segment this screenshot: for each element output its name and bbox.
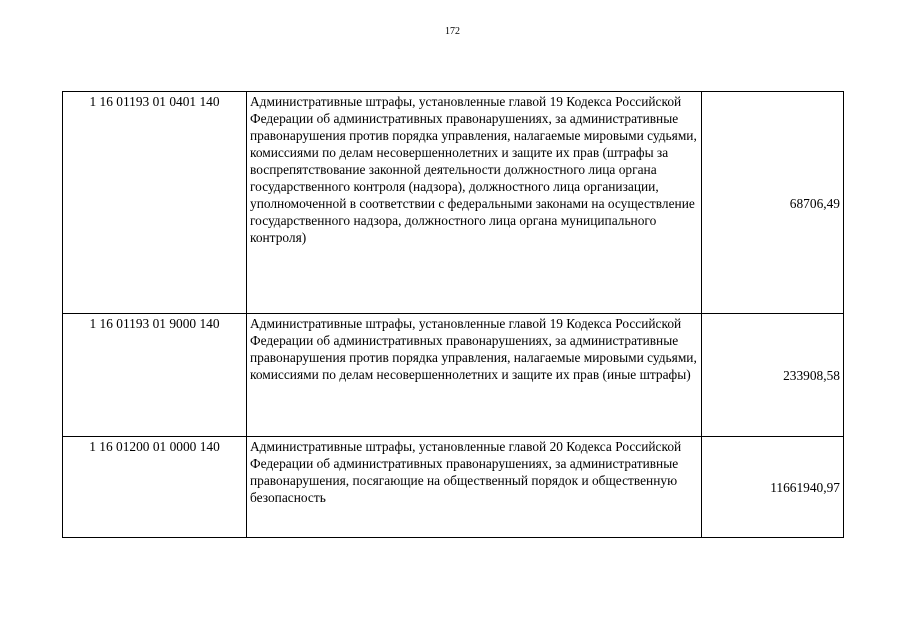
page-number: 172 xyxy=(445,26,460,37)
table-row xyxy=(63,92,844,314)
amount-cell: 233908,58 xyxy=(702,314,844,437)
revenue-table xyxy=(62,91,844,538)
amount-cell: 11661940,97 xyxy=(702,437,844,538)
budget-code-cell: 1 16 01193 01 9000 140 xyxy=(63,314,247,437)
description-cell: Административные штрафы, установленные главой 19 Кодекса Российской Федерации об административных правонарушениях, за административные правонарушения против порядка управления, налагаемые мировыми судьями, комиссиями по делам несовершеннолетних и защите их прав (штрафы за воспрепятствование законной деятельности должностного лица органа государственного контроля (надзора), должностного лица организации, уполномоченной в соответствии с федеральными законами на осуществление государственного надзора, должностного лица органа муниципального контроля) xyxy=(247,92,702,314)
description-cell: Административные штрафы, установленные главой 20 Кодекса Российской Федерации об административных правонарушениях, за административные правонарушения, посягающие на общественный порядок и общественную безопасность xyxy=(247,437,702,538)
amount-cell: 68706,49 xyxy=(702,92,844,314)
budget-code-cell: 1 16 01193 01 0401 140 xyxy=(63,92,247,314)
budget-code-cell: 1 16 01200 01 0000 140 xyxy=(63,437,247,538)
revenue-table-body xyxy=(63,92,844,538)
description-cell: Административные штрафы, установленные главой 19 Кодекса Российской Федерации об административных правонарушениях, за административные правонарушения против порядка управления, налагаемые мировыми судьями, комиссиями по делам несовершеннолетних и защите их прав (иные штрафы) xyxy=(247,314,702,437)
table-row xyxy=(63,314,844,437)
table-row xyxy=(63,437,844,538)
